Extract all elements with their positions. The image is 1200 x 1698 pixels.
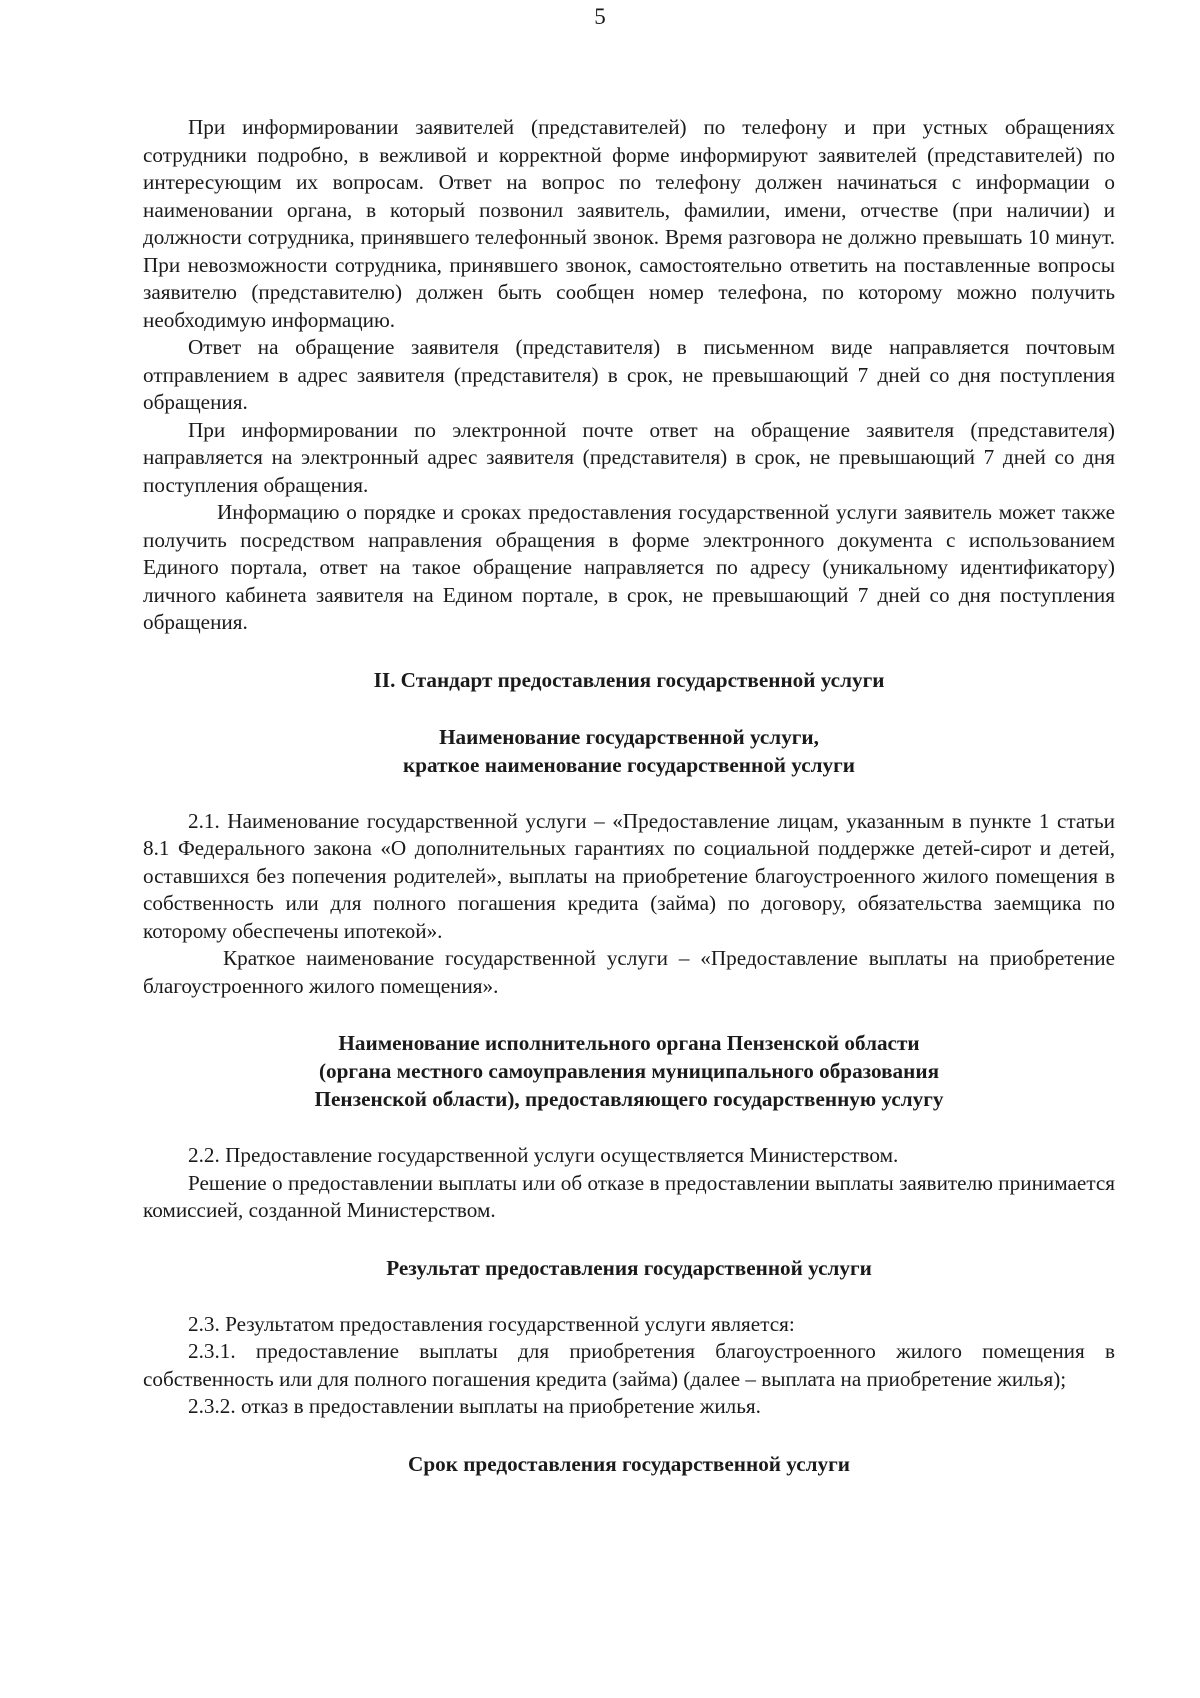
- paragraph-2-1: 2.1. Наименование государственной услуги – «Предоставление лицам, указанным в пункте 1 статьи 8.1 Федерального закона «О дополнительных гарантиях по социальной поддержке детей-сирот и детей, оставшихся без попечения родителей», выплаты на приобретение благоустроенного жилого помещения в собственность или для полного погашения кредита (займа) по договору, обязательства заемщика по которому обеспечены ипотекой».: [143, 808, 1115, 943]
- paragraph-commission: Решение о предоставлении выплаты или об отказе в предоставлении выплаты заявителю принимается комиссией, созданной Министерством.: [143, 1170, 1115, 1222]
- heading-organ-line3: Пензенской области), предоставляющего государственную услугу: [314, 1087, 944, 1111]
- paragraph-short-name: Краткое наименование государственной услуги – «Предоставление выплаты на приобретение благоустроенного жилого помещения».: [143, 946, 1115, 998]
- heading-organ-line2: (органа местного самоуправления муниципального образования: [318, 1059, 940, 1083]
- heading-service-name-line1: Наименование государственной услуги,: [439, 724, 819, 749]
- paragraph-email-reply: При информировании по электронной почте ответ на обращение заявителя (представителя) направляется на электронный адрес заявителя (представителя) в срок, не превышающий 7 дней со дня поступления обращения.: [143, 417, 1115, 497]
- heading-term: Срок предоставления государственной услуги: [408, 1451, 850, 1476]
- document-body: [143, 114, 1115, 1478]
- paragraph-2-2: 2.2. Предоставление государственной услуги осуществляется Министерством.: [188, 1143, 899, 1167]
- paragraph-phone-info: При информировании заявителей (представителей) по телефону и при устных обращениях сотрудники подробно, в вежливой и корректной форме информируют заявителей (представителей) по интересующим их вопросам. Ответ на вопрос по телефону должен начинаться с информации о наименовании органа, в который позвонил заявитель, фамилии, имени, отчестве (при наличии) и должности сотрудника, принявшего телефонный звонок. Время разговора не должно превышать 10 минут. При невозможности сотрудника, принявшего звонок, самостоятельно ответить на поставленные вопросы заявителю (представителю) должен быть сообщен номер телефона, по которому можно получить необходимую информацию.: [143, 115, 1115, 332]
- paragraph-portal-info: Информацию о порядке и сроках предоставления государственной услуги заявитель может также получить посредством направления обращения в форме электронного документа с использованием Единого портала, ответ на такое обращение направляется по адресу (уникальному идентификатору) личного кабинета заявителя на Едином портале, в срок, не превышающий 7 дней со дня поступления обращения.: [143, 500, 1115, 634]
- paragraph-written-reply: Ответ на обращение заявителя (представителя) в письменном виде направляется почтовым отправлением в адрес заявителя (представителя) в срок, не превышающий 7 дней со дня поступления обращения.: [143, 335, 1115, 414]
- paragraph-2-3-2: 2.3.2. отказ в предоставлении выплаты на приобретение жилья.: [188, 1394, 761, 1418]
- paragraph-2-3-1: 2.3.1. предоставление выплаты для приобретения благоустроенного жилого помещения в собственность или для полного погашения кредита (займа) (далее – выплата на приобретение жилья);: [143, 1339, 1115, 1391]
- paragraph-2-3: 2.3. Результатом предоставления государственной услуги является:: [188, 1311, 795, 1336]
- page-number: 5: [594, 4, 606, 29]
- heading-result: Результат предоставления государственной услуги: [386, 1255, 872, 1280]
- heading-organ-line1: Наименование исполнительного органа Пензенской области: [338, 1031, 920, 1055]
- heading-service-name-line2: краткое наименование государственной услуги: [403, 752, 855, 777]
- section-title: II. Стандарт предоставления государственной услуги: [373, 667, 885, 692]
